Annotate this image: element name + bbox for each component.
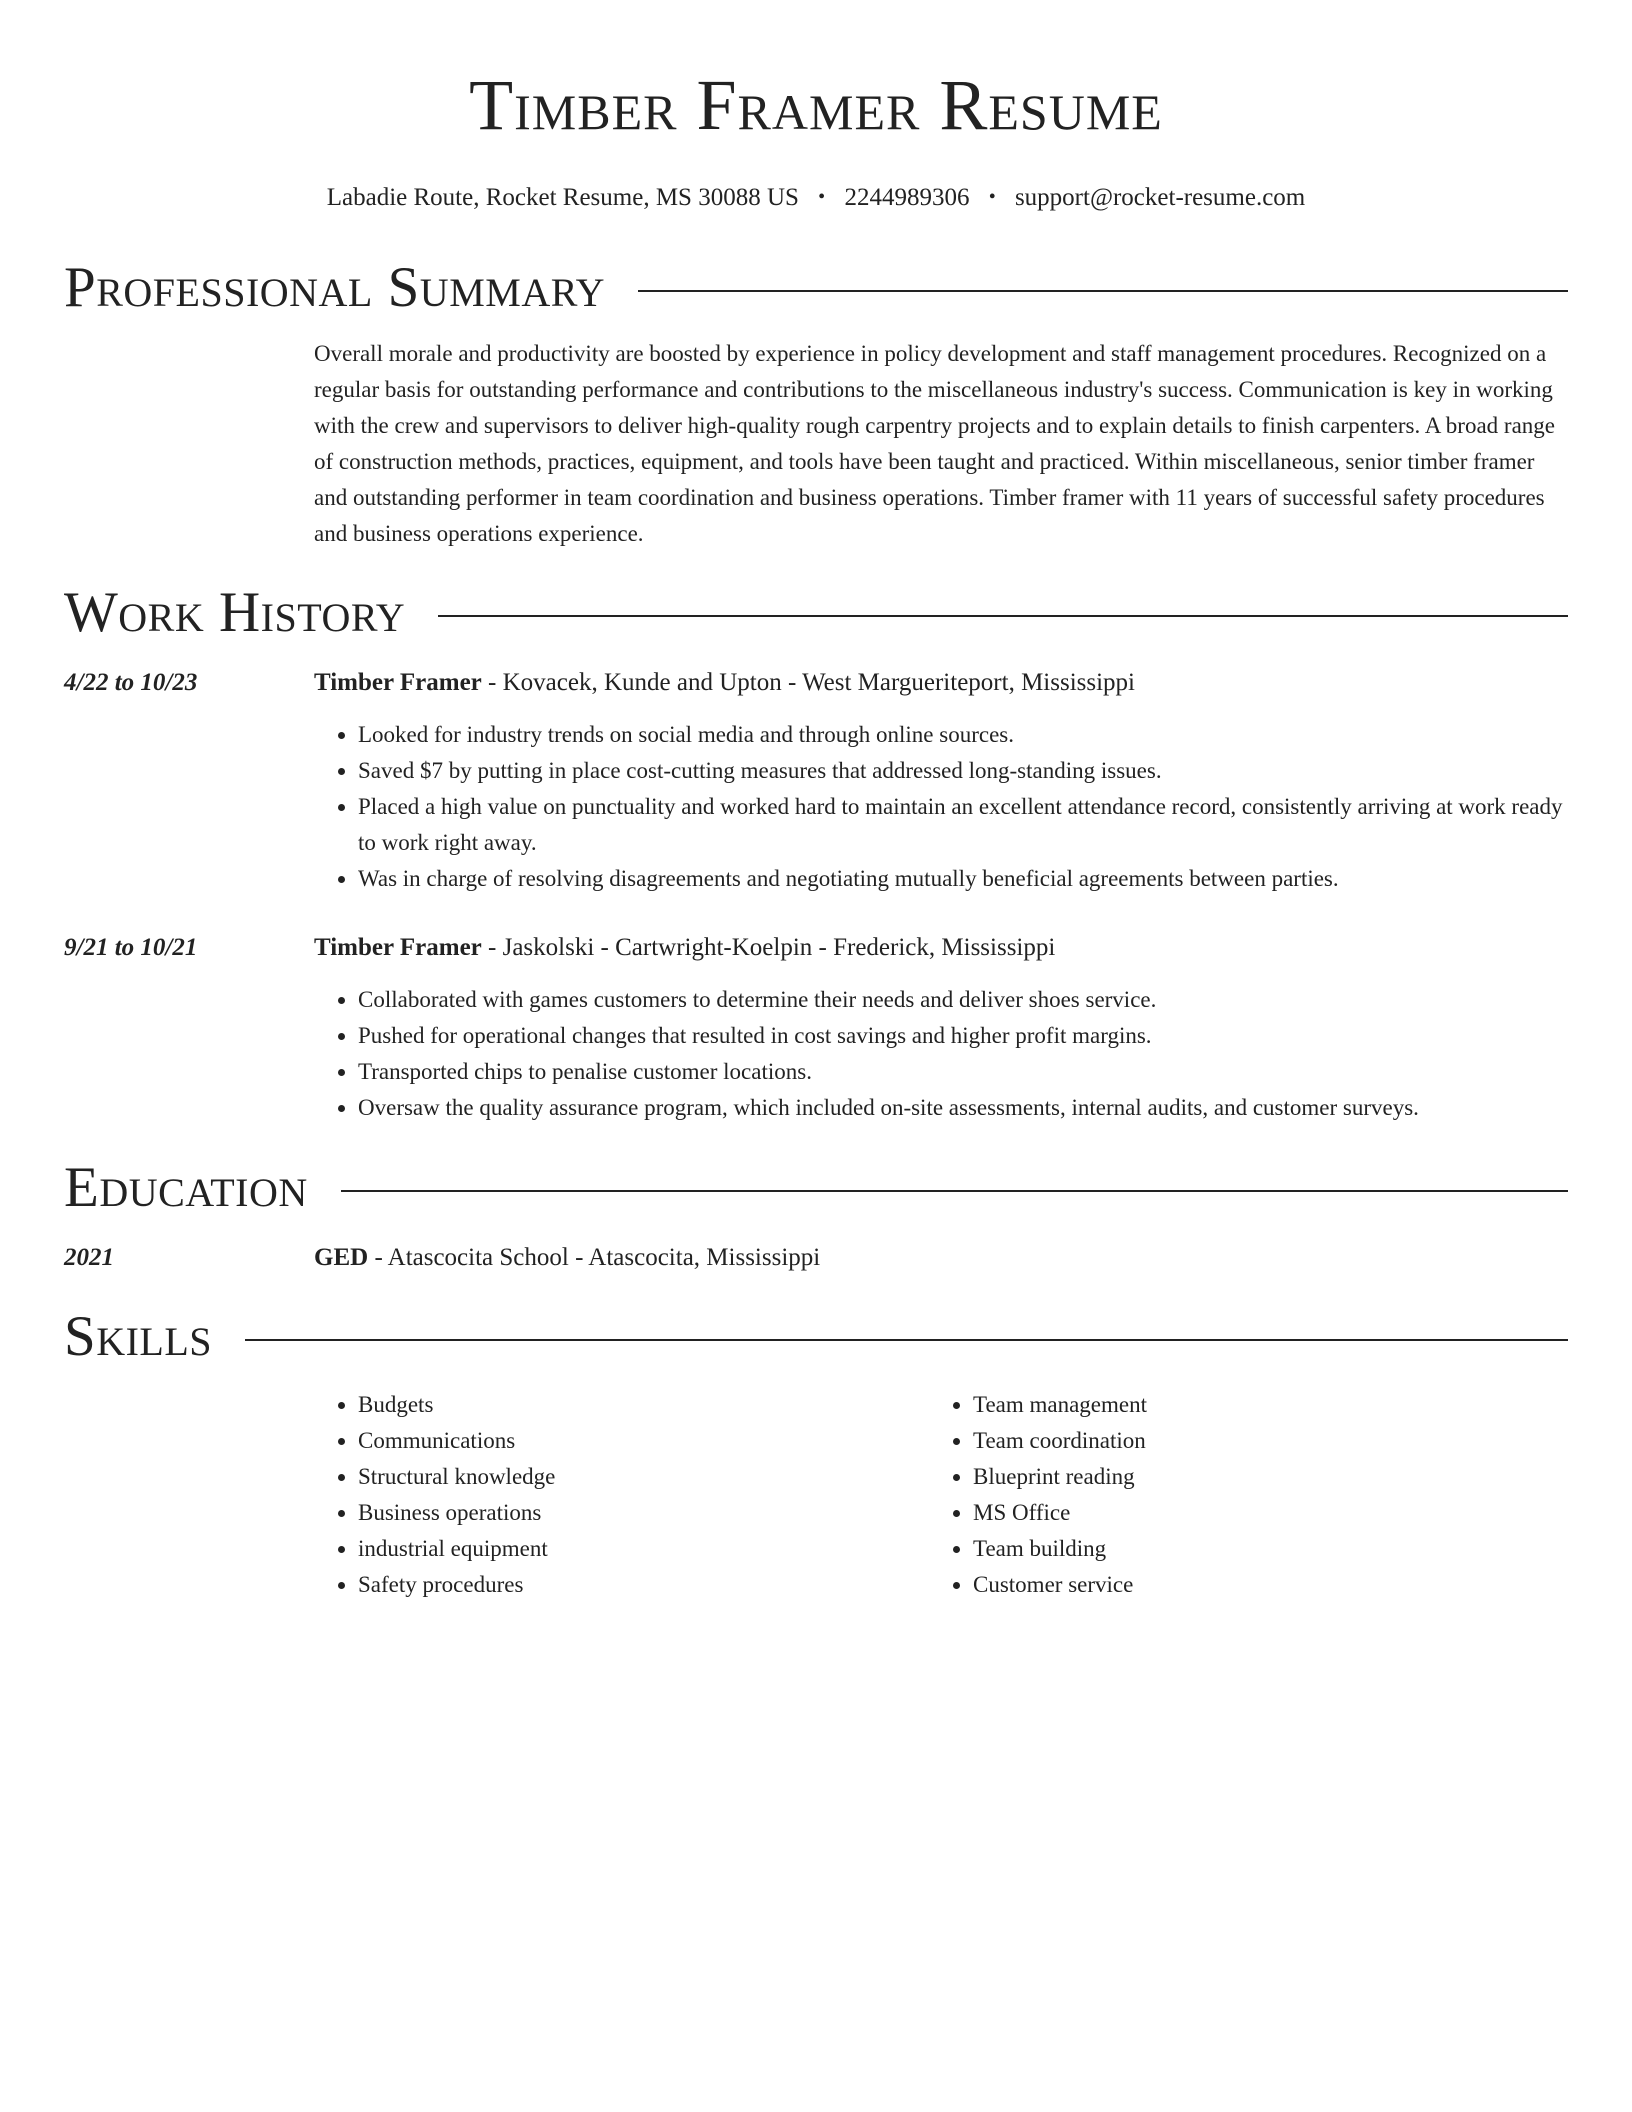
- skill-item: • MS Office: [973, 1495, 1544, 1531]
- job-bullets: [314, 982, 1568, 1126]
- job-title: Timber Framer: [314, 669, 482, 696]
- job-details: - Kovacek, Kunde and Upton - West Margueriteport, Mississippi: [481, 669, 1135, 696]
- contact-email: support@rocket-resume.com: [1014, 184, 1306, 211]
- work-heading: Work History: [64, 581, 406, 644]
- contact-address: Labadie Route, Rocket Resume, MS 30088 US: [326, 184, 799, 211]
- section-divider: [438, 615, 1568, 617]
- skill-item: • Communications: [358, 1423, 929, 1459]
- skills-column-left: [314, 1387, 929, 1603]
- job-heading: [314, 665, 1568, 701]
- skills-section-header: [64, 1303, 1568, 1371]
- section-divider: [341, 1190, 1568, 1192]
- skill-item: • Safety procedures: [358, 1567, 929, 1603]
- job-date: 4/22 to 10/23: [64, 669, 198, 696]
- job-bullet: • Pushed for operational changes that resulted in cost savings and higher profit margins.: [358, 1018, 1568, 1054]
- job-body: [314, 665, 1568, 897]
- job-bullet: • Saved $7 by putting in place cost-cutting measures that addressed long-standing issues.: [358, 753, 1568, 789]
- job-bullets: [314, 717, 1568, 897]
- section-divider: [638, 290, 1568, 292]
- job-bullet: • Oversaw the quality assurance program, which included on-site assessments, internal audits, and customer surveys.: [358, 1090, 1568, 1126]
- education-heading: Education: [64, 1156, 308, 1219]
- job-bullet: • Collaborated with games customers to determine their needs and deliver shoes service.: [358, 982, 1568, 1018]
- skill-item: • Business operations: [358, 1495, 929, 1531]
- work-section-header: [64, 579, 1568, 647]
- skill-item: • Team building: [973, 1531, 1544, 1567]
- job-title: Timber Framer: [314, 934, 482, 961]
- job-date: 9/21 to 10/21: [64, 934, 198, 961]
- education-date: 2021: [64, 1244, 114, 1271]
- job-bullet: • Looked for industry trends on social media and through online sources.: [358, 717, 1568, 753]
- skills-heading: Skills: [64, 1305, 213, 1368]
- skill-item: • Budgets: [358, 1387, 929, 1423]
- resume-title: Timber Framer Resume: [469, 65, 1163, 145]
- contact-separator: •: [988, 186, 996, 208]
- education-degree: GED: [314, 1244, 369, 1271]
- education-heading-line: [314, 1240, 820, 1276]
- skill-item: • industrial equipment: [358, 1531, 929, 1567]
- skill-item: • Customer service: [973, 1567, 1544, 1603]
- job-bullet: • Placed a high value on punctuality and worked hard to maintain an excellent attendance record, consistently arriving at work ready to work right away.: [358, 789, 1568, 861]
- summary-heading: Professional Summary: [64, 256, 606, 319]
- job-bullet: • Transported chips to penalise customer locations.: [358, 1054, 1568, 1090]
- contact-line: [64, 182, 1568, 213]
- job-heading: [314, 930, 1568, 966]
- skill-item: • Team management: [973, 1387, 1544, 1423]
- job-entry: [64, 665, 1568, 897]
- job-entry: [64, 930, 1568, 1126]
- skill-item: • Team coordination: [973, 1423, 1544, 1459]
- skill-item: • Blueprint reading: [973, 1459, 1544, 1495]
- skill-item: • Structural knowledge: [358, 1459, 929, 1495]
- contact-separator: •: [818, 186, 826, 208]
- education-details: - Atascocita School - Atascocita, Mississippi: [368, 1244, 821, 1271]
- skills-column-right: [929, 1387, 1544, 1603]
- education-entry: [64, 1240, 1568, 1276]
- contact-phone: 2244989306: [844, 184, 970, 211]
- section-divider: [245, 1339, 1568, 1341]
- job-details: - Jaskolski - Cartwright-Koelpin - Frederick, Mississippi: [481, 934, 1056, 961]
- summary-section-header: [64, 254, 1568, 322]
- education-section-header: [64, 1154, 1568, 1222]
- job-bullet: • Was in charge of resolving disagreements and negotiating mutually beneficial agreements between parties.: [358, 861, 1568, 897]
- skills-list: [314, 1387, 1568, 1603]
- summary-text: Overall morale and productivity are boosted by experience in policy development and staff management procedures. Recognized on a regular basis for outstanding performance and contributions to the miscellaneous industry's success. Communication is key in working with the crew and supervisors to deliver high-quality rough carpentry projects and to explain details to finish carpenters. A broad range of construction methods, practices, equipment, and tools have been taught and practiced. Within miscellaneous, senior timber framer and outstanding performer in team coordination and business operations. Timber framer with 11 years of successful safety procedures and business operations experience.: [314, 341, 1556, 546]
- job-body: [314, 930, 1568, 1126]
